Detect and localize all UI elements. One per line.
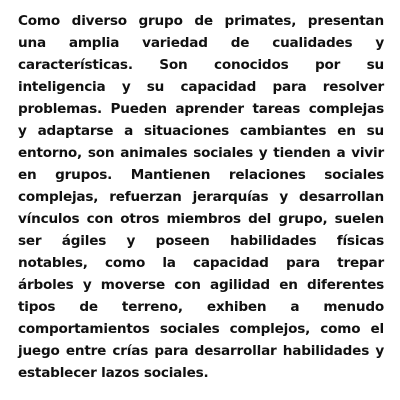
paragraph-line: ser ágiles y poseen habilidades físicas (18, 233, 384, 249)
paragraph-line: Como diverso grupo de primates, presentan (18, 13, 384, 29)
paragraph-line: vínculos con otros miembros del grupo, suelen (18, 211, 384, 227)
paragraph-line: características. Son conocidos por su (18, 57, 384, 73)
paragraph-line: entorno, son animales sociales y tienden a vivir (18, 145, 384, 161)
paragraph-line: complejas, refuerzan jerarquías y desarrollan (18, 189, 384, 205)
paragraph-line: juego entre crías para desarrollar habilidades y (18, 343, 384, 359)
paragraph-line: comportamientos sociales complejos, como el (18, 321, 384, 337)
paragraph-line: notables, como la capacidad para trepar (18, 255, 384, 271)
paragraph-line-last: establecer lazos sociales. (18, 365, 209, 381)
paragraph-line: inteligencia y su capacidad para resolver (18, 79, 384, 95)
body-paragraph (18, 10, 384, 384)
paragraph-line: problemas. Pueden aprender tareas complejas (18, 101, 384, 117)
paragraph-line: en grupos. Mantienen relaciones sociales (18, 167, 384, 183)
paragraph-line: árboles y moverse con agilidad en diferentes (18, 277, 384, 293)
paragraph-line: una amplia variedad de cualidades y (18, 35, 384, 51)
paragraph-line: y adaptarse a situaciones cambiantes en su (18, 123, 384, 139)
paragraph-line: tipos de terreno, exhiben a menudo (18, 299, 384, 315)
